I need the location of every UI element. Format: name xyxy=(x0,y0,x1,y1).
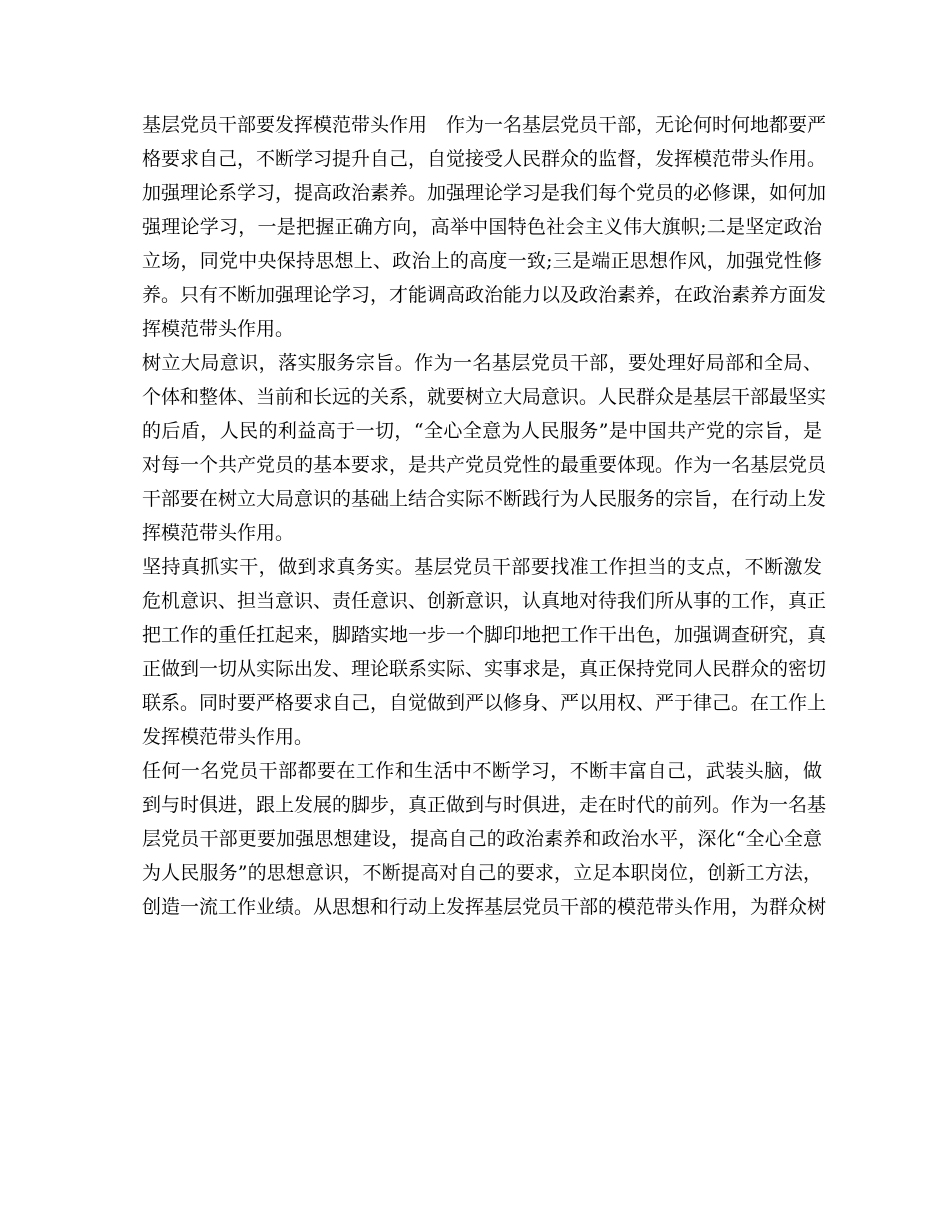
text-line: 个体和整体、当前和长远的关系，就要树立大局意识。人民群众是基层干部最坚实 xyxy=(142,386,827,408)
text-line: 层党员干部更要加强思想建设，提高自己的政治素养和政治水平，深化“全心全意 xyxy=(142,828,822,850)
document-body xyxy=(142,108,827,924)
text-line: 强理论学习，一是把握正确方向，高举中国特色社会主义伟大旗帜;二是坚定政治 xyxy=(142,216,822,238)
text-line: 加强理论系学习，提高政治素养。加强理论学习是我们每个党员的必修课，如何加 xyxy=(142,182,827,204)
text-line: 创造一流工作业绩。从思想和行动上发挥基层党员干部的模范带头作用，为群众树 xyxy=(142,896,827,918)
text-line: 把工作的重任扛起来，脚踏实地一步一个脚印地把工作干出色，加强调查研究，真 xyxy=(142,624,827,646)
text-line: 养。只有不断加强理论学习，才能调高政治能力以及政治素养，在政治素养方面发 xyxy=(142,284,827,306)
text-line: 到与时俱进，跟上发展的脚步，真正做到与时俱进，走在时代的前列。作为一名基 xyxy=(142,794,827,816)
text-line: 的后盾，人民的利益高于一切，“全心全意为人民服务”是中国共产党的宗旨，是 xyxy=(142,420,822,442)
text-line: 树立大局意识，落实服务宗旨。作为一名基层党员干部，要处理好局部和全局、 xyxy=(142,352,822,374)
text-line: 为人民服务”的思想意识，不断提高对自己的要求，立足本职岗位，创新工方法， xyxy=(142,862,822,884)
text-line: 发挥模范带头作用。 xyxy=(142,726,314,748)
text-line: 挥模范带头作用。 xyxy=(142,522,295,544)
text-line: 坚持真抓实干，做到求真务实。基层党员干部要找准工作担当的支点，不断激发 xyxy=(142,556,822,578)
text-line: 任何一名党员干部都要在工作和生活中不断学习，不断丰富自己，武装头脑，做 xyxy=(142,760,822,782)
text-line: 基层党员干部要发挥模范带头作用 作为一名基层党员干部，无论何时何地都要严 xyxy=(142,114,827,136)
text-line: 格要求自己，不断学习提升自己，自觉接受人民群众的监督，发挥模范带头作用。 xyxy=(142,148,827,170)
text-line: 危机意识、担当意识、责任意识、创新意识，认真地对待我们所从事的工作，真正 xyxy=(142,590,827,612)
text-line: 干部要在树立大局意识的基础上结合实际不断践行为人民服务的宗旨，在行动上发 xyxy=(142,488,827,510)
text-line: 挥模范带头作用。 xyxy=(142,318,295,340)
text-line: 正做到一切从实际出发、理论联系实际、实事求是，真正保持党同人民群众的密切 xyxy=(142,658,827,680)
text-line: 对每一个共产党员的基本要求，是共产党员党性的最重要体现。作为一名基层党员 xyxy=(142,454,827,476)
text-line: 立场，同党中央保持思想上、政治上的高度一致;三是端正思想作风，加强党性修 xyxy=(142,250,822,272)
text-line: 联系。同时要严格要求自己，自觉做到严以修身、严以用权、严于律己。在工作上 xyxy=(142,692,827,714)
